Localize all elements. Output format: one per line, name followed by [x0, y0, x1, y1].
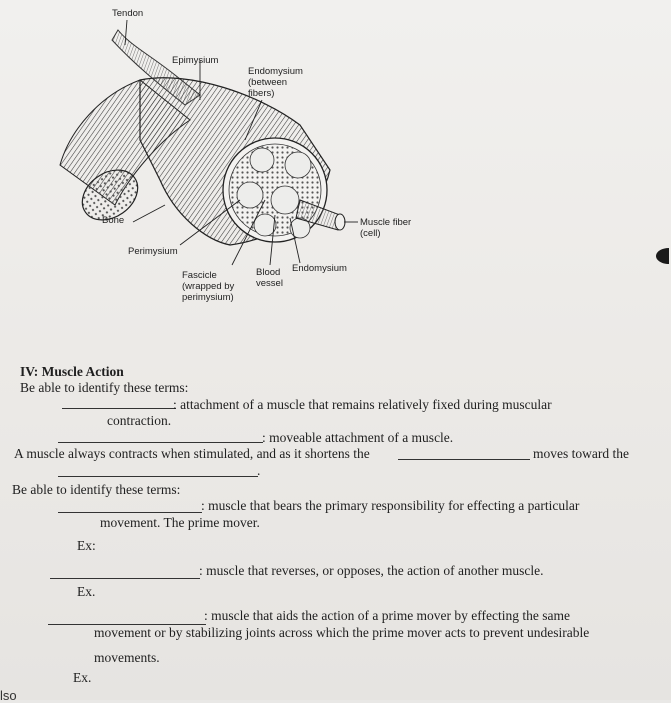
- question-6-continuation-2: movements.: [94, 650, 160, 665]
- question-6-continuation-1: movement or by stabilizing joints across which the prime mover acts to prevent undesirable: [94, 625, 590, 640]
- answer-blank-5[interactable]: [58, 512, 202, 513]
- answer-blank-4[interactable]: [58, 476, 258, 477]
- question-1-text: : attachment of a muscle that remains relatively fixed during muscular: [173, 397, 552, 412]
- example-label-2: Ex.: [77, 584, 96, 599]
- label-tendon: Tendon: [112, 8, 144, 19]
- intro-text-1: Be able to identify these terms:: [20, 380, 189, 395]
- label-bone: Bone: [102, 215, 125, 226]
- answer-blank-6[interactable]: [50, 578, 200, 579]
- label-epimysium: Epimysium: [172, 55, 219, 66]
- cut-off-text-fragment: lso: [0, 688, 17, 703]
- question-3-period: .: [257, 463, 261, 478]
- question-1-continuation: contraction.: [107, 413, 172, 428]
- question-2-text: : moveable attachment of a muscle.: [262, 430, 454, 445]
- intro-text-2: Be able to identify these terms:: [12, 482, 181, 497]
- label-perimysium: Perimysium: [128, 246, 178, 257]
- circle-arrow-icon: [655, 247, 671, 265]
- question-6-text: : muscle that aids the action of a prime mover by effecting the same: [204, 608, 571, 623]
- answer-blank-1[interactable]: [62, 408, 176, 409]
- question-4-text: : muscle that bears the primary responsibility for effecting a particular: [201, 498, 580, 513]
- question-4-continuation: movement. The prime mover.: [100, 515, 260, 530]
- example-label-3: Ex.: [73, 670, 92, 685]
- example-label-1: Ex:: [77, 538, 96, 553]
- section-heading: IV: Muscle Action: [20, 364, 124, 379]
- label-blood-vessel: Blood vessel: [256, 267, 283, 289]
- answer-blank-2[interactable]: [58, 442, 263, 443]
- question-5-text: : muscle that reverses, or opposes, the action of another muscle.: [199, 563, 544, 578]
- answer-blank-3[interactable]: [398, 459, 530, 460]
- question-3-text-start: A muscle always contracts when stimulated, and as it shortens the: [14, 446, 370, 461]
- label-fascicle: Fascicle (wrapped by perimysium): [182, 270, 235, 303]
- label-muscle-fiber: Muscle fiber (cell): [360, 217, 412, 239]
- label-endomysium-bottom: Endomysium: [292, 263, 347, 274]
- muscle-structure-illustration: [0, 0, 671, 340]
- label-endomysium-top: Endomysium (between fibers): [248, 66, 303, 99]
- question-3-text-end: moves toward the: [533, 446, 629, 461]
